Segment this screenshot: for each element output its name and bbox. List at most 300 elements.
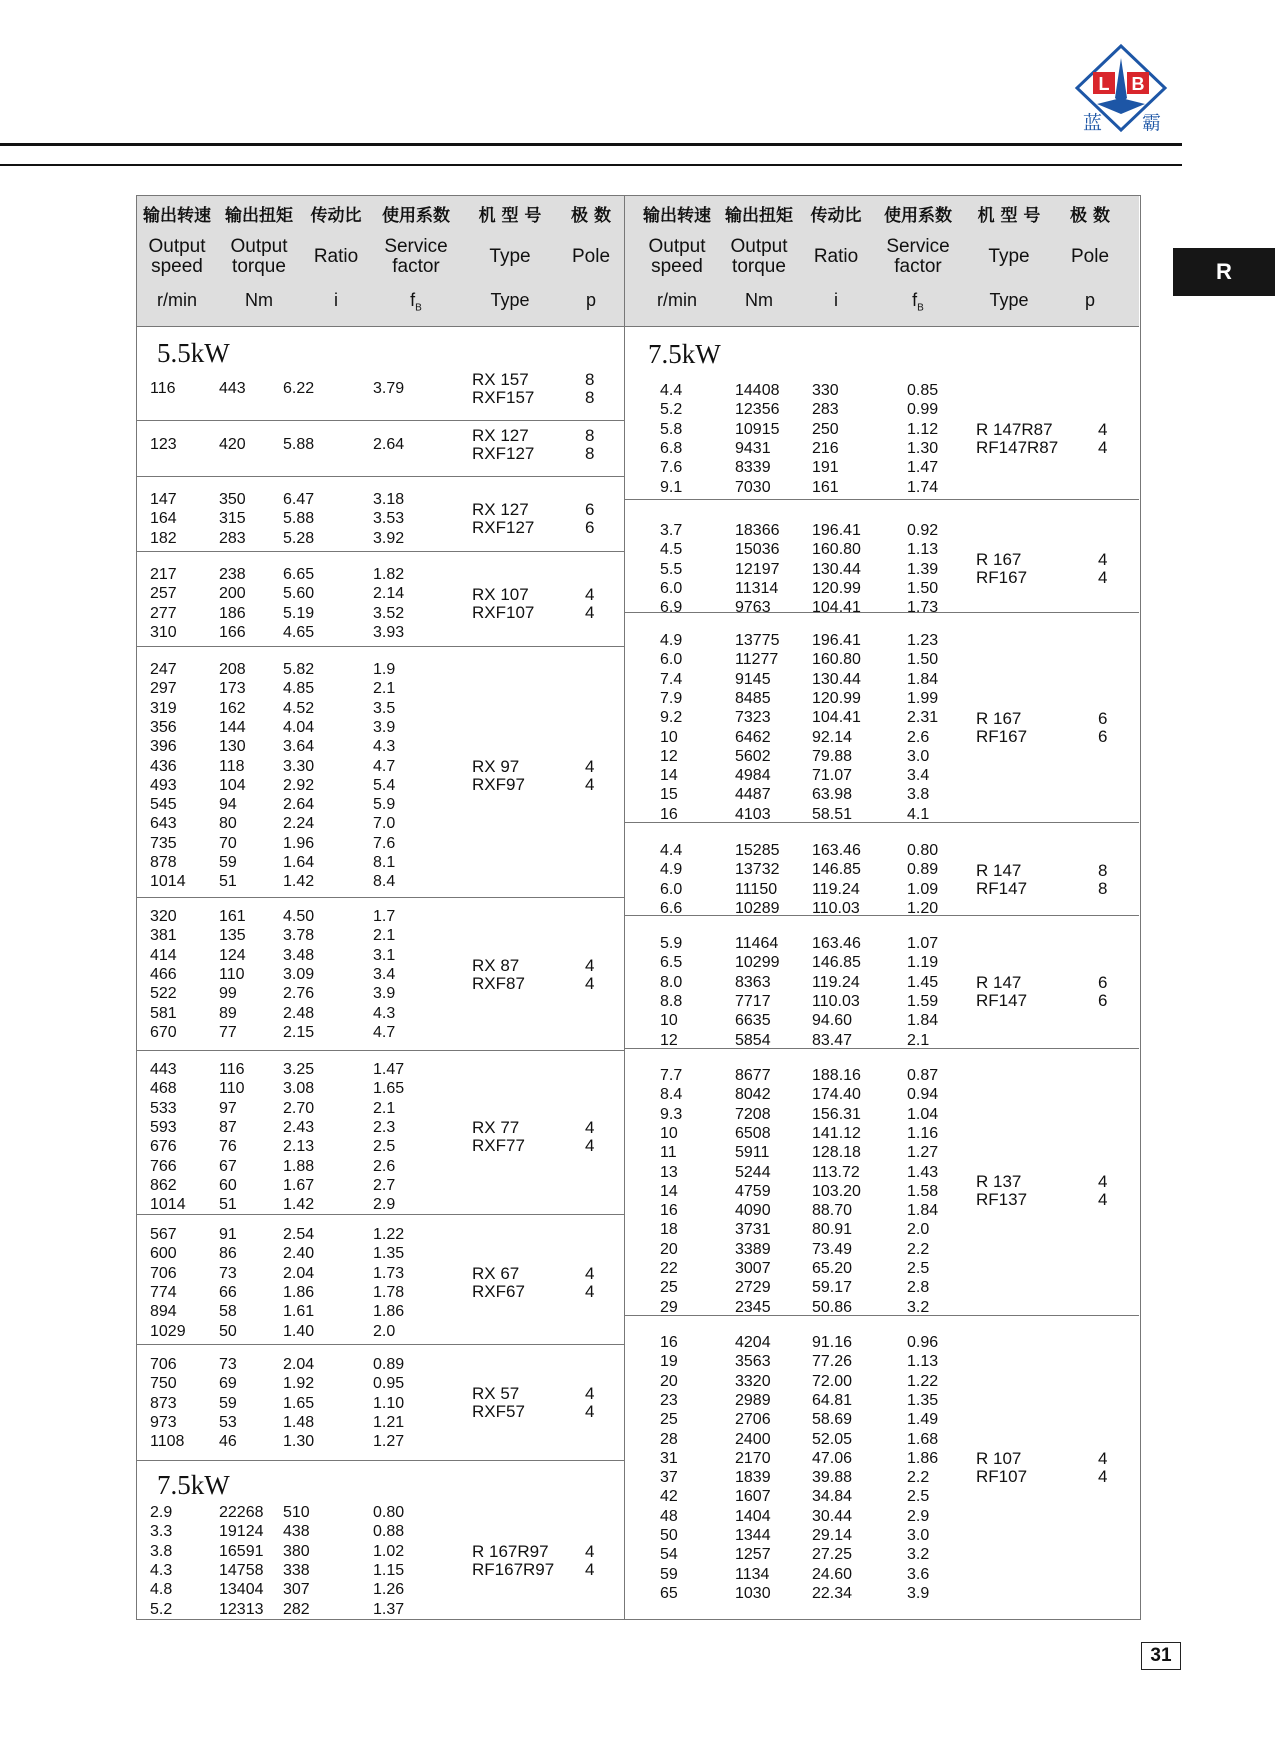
cell-ratio: 6.65	[283, 566, 315, 583]
cell-service-factor: 1.47	[907, 459, 939, 477]
cell-torque: 3389	[735, 1240, 771, 1258]
header-en-type-r	[988, 247, 1029, 267]
cell-speed: 9.3	[660, 1105, 683, 1123]
cell-torque: 22268	[219, 1504, 264, 1521]
group-separator	[137, 1344, 624, 1345]
cell-pole: 4	[1098, 437, 1108, 457]
cell-speed: 878	[150, 854, 177, 871]
logo-letter-b: B	[1131, 74, 1145, 94]
cell-speed: 774	[150, 1283, 177, 1301]
cell-speed: 11	[660, 1144, 677, 1162]
cell-service-factor: 1.13	[907, 1353, 939, 1371]
cell-speed: 1014	[150, 873, 186, 891]
cell-torque: 135	[219, 927, 246, 945]
cell-ratio: 34.84	[812, 1488, 853, 1506]
cell-service-factor: 2.2	[907, 1469, 930, 1487]
cell-ratio: 4.50	[283, 908, 315, 925]
cell-speed: 7.6	[660, 459, 683, 477]
cell-torque: 5854	[735, 1031, 771, 1049]
cell-pole: 4	[585, 973, 595, 993]
cell-speed: 600	[150, 1245, 177, 1263]
cell-torque: 13732	[735, 861, 780, 879]
cell-service-factor: 2.8	[907, 1279, 930, 1297]
cell-service-factor: 2.2	[907, 1240, 930, 1258]
cell-service-factor: 1.65	[373, 1080, 405, 1098]
cell-torque: 2729	[735, 1279, 771, 1297]
cell-service-factor: 0.94	[907, 1086, 939, 1104]
cell-ratio: 4.52	[283, 699, 315, 717]
cell-service-factor: 1.84	[907, 1202, 939, 1220]
cell-speed: 25	[660, 1279, 678, 1297]
header-cn-pole-l: 极 数	[571, 206, 611, 226]
cell-speed: 468	[150, 1080, 177, 1098]
cell-ratio: 156.31	[812, 1105, 861, 1123]
header-cn-ratio-l: 传动比	[310, 206, 362, 226]
cell-torque: 2400	[735, 1430, 771, 1448]
cell-speed: 466	[150, 965, 177, 983]
cell-ratio: 71.07	[812, 767, 853, 785]
cell-torque: 67	[219, 1157, 237, 1175]
cell-ratio: 73.49	[812, 1240, 853, 1258]
cell-service-factor: 2.5	[907, 1488, 930, 1506]
cell-ratio: 3.64	[283, 738, 315, 756]
cell-service-factor: 7.0	[373, 815, 396, 833]
header-unit-type-r	[989, 290, 1028, 310]
cell-torque: 1839	[735, 1469, 771, 1487]
cell-speed: 164	[150, 510, 177, 528]
cell-ratio: 120.99	[812, 689, 861, 707]
cell-type: RF147R87	[976, 437, 1059, 457]
cell-ratio: 94.60	[812, 1012, 853, 1030]
cell-torque: 6508	[735, 1124, 771, 1142]
cell-service-factor: 1.30	[907, 439, 939, 457]
table-row	[0, 1487, 930, 1506]
cell-service-factor: 2.9	[373, 1196, 396, 1214]
cell-service-factor: 1.50	[907, 651, 939, 669]
cell-ratio: 163.46	[812, 935, 861, 952]
cell-service-factor: 1.16	[907, 1124, 939, 1142]
header-en-line1: Ratio	[313, 246, 359, 267]
cell-speed: 29	[660, 1298, 678, 1316]
cell-service-factor: 1.58	[907, 1182, 939, 1200]
cell-speed: 676	[150, 1138, 177, 1156]
cell-torque: 124	[219, 946, 246, 964]
cell-speed: 7.4	[660, 670, 683, 688]
cell-service-factor: 5.9	[373, 796, 396, 814]
cell-service-factor: 2.6	[373, 1157, 396, 1175]
cell-service-factor: 0.80	[907, 842, 939, 859]
cell-ratio: 72.00	[812, 1372, 853, 1390]
cell-torque: 89	[219, 1004, 237, 1022]
cell-service-factor: 2.64	[373, 436, 405, 453]
cell-pole: 4	[1098, 1172, 1108, 1192]
cell-speed: 4.4	[660, 842, 683, 859]
cell-torque: 76	[219, 1138, 237, 1156]
cell-ratio: 22.34	[812, 1584, 853, 1602]
cell-speed: 5.5	[660, 560, 683, 578]
cell-service-factor: 0.89	[907, 861, 939, 879]
cell-pole: 4	[585, 1281, 595, 1301]
cell-service-factor: 0.92	[907, 522, 939, 539]
cell-speed: 567	[150, 1226, 177, 1243]
group-separator	[625, 1048, 1139, 1049]
cell-service-factor: 3.93	[373, 623, 405, 641]
cell-ratio: 103.20	[812, 1182, 861, 1200]
cell-torque: 7323	[735, 709, 771, 727]
cell-ratio: 50.86	[812, 1298, 853, 1316]
cell-type: RF147	[976, 990, 1028, 1010]
cell-torque: 94	[219, 796, 237, 814]
cell-speed: 9.2	[660, 709, 683, 727]
cell-ratio: 110.03	[812, 899, 860, 917]
cell-speed: 436	[150, 757, 177, 775]
cell-speed: 12	[660, 747, 678, 765]
cell-ratio: 163.46	[812, 842, 861, 859]
cell-service-factor: 3.52	[373, 604, 405, 622]
cell-ratio: 1.92	[283, 1375, 315, 1393]
cell-speed: 48	[660, 1507, 678, 1525]
section-tab-r: R	[1173, 248, 1275, 296]
cell-speed: 545	[150, 796, 177, 814]
cell-speed: 766	[150, 1157, 177, 1175]
cell-ratio: 79.88	[812, 747, 853, 765]
cell-ratio: 2.15	[283, 1023, 315, 1041]
cell-speed: 16	[660, 1202, 678, 1220]
cell-pole: 6	[1098, 708, 1108, 728]
cell-service-factor: 3.9	[373, 985, 396, 1003]
cell-torque: 4090	[735, 1202, 771, 1220]
cell-torque: 7717	[735, 992, 771, 1010]
cell-service-factor: 3.0	[907, 1527, 930, 1544]
cell-pole: 8	[585, 387, 595, 407]
cell-service-factor: 4.7	[373, 1023, 396, 1041]
header-en-line1: Pole	[1070, 246, 1110, 267]
cell-torque: 13775	[735, 632, 780, 649]
header-en-service-factor-r	[886, 237, 949, 277]
cell-service-factor: 3.0	[907, 747, 930, 765]
header-unit-type-l	[490, 290, 529, 310]
header-unit-subscript: B	[415, 302, 422, 314]
cell-pole: 8	[1098, 860, 1108, 880]
cell-type: R 167R97	[472, 1541, 549, 1561]
cell-pole: 4	[585, 774, 595, 794]
cell-torque: 11464	[735, 935, 779, 952]
header-unit-service-factor-l	[410, 290, 422, 319]
cell-torque: 99	[219, 985, 237, 1003]
cell-ratio: 130.44	[812, 670, 861, 688]
cell-pole: 6	[1098, 726, 1108, 746]
cell-service-factor: 1.27	[907, 1144, 939, 1162]
cell-ratio: 4.85	[283, 680, 315, 698]
cell-service-factor: 1.68	[907, 1430, 939, 1448]
group-separator	[137, 646, 624, 647]
cell-speed: 735	[150, 834, 177, 852]
cell-torque: 161	[219, 908, 246, 925]
cell-speed: 5.8	[660, 420, 683, 438]
group-separator	[137, 551, 624, 552]
cell-service-factor: 1.73	[907, 599, 939, 617]
header-unit-output-torque-l	[245, 290, 273, 310]
cell-torque: 9431	[735, 439, 771, 457]
cell-speed: 6.5	[660, 954, 683, 972]
header-en-line2: torque	[732, 256, 786, 277]
cell-service-factor: 1.86	[907, 1449, 939, 1467]
cell-type: RXF97	[472, 774, 525, 794]
cell-speed: 54	[660, 1546, 678, 1564]
cell-speed: 8.0	[660, 973, 683, 991]
cell-service-factor: 1.26	[373, 1581, 405, 1599]
cell-type: RX 57	[472, 1384, 520, 1404]
cell-pole: 6	[1098, 990, 1108, 1010]
header-cn-ratio-r: 传动比	[810, 206, 862, 226]
cell-service-factor: 2.3	[373, 1118, 396, 1136]
cell-speed: 7.7	[660, 1067, 683, 1084]
cell-speed: 6.0	[660, 880, 683, 898]
cell-service-factor: 0.99	[907, 401, 939, 419]
cell-type: RXF87	[472, 973, 525, 993]
cell-ratio: 52.05	[812, 1430, 853, 1448]
cell-pole: 4	[585, 602, 595, 622]
cell-speed: 217	[150, 566, 177, 583]
header-unit-text: Nm	[245, 290, 273, 310]
cell-service-factor: 3.2	[907, 1546, 930, 1564]
cell-service-factor: 3.4	[907, 767, 930, 785]
cell-torque: 87	[219, 1118, 237, 1136]
cell-speed: 50	[660, 1527, 678, 1544]
cell-torque: 69	[219, 1375, 237, 1393]
cell-torque: 3007	[735, 1260, 771, 1277]
cell-type: RX 77	[472, 1118, 520, 1138]
cell-service-factor: 3.1	[373, 946, 396, 964]
cell-speed: 23	[660, 1391, 678, 1409]
cell-torque: 11150	[735, 880, 778, 898]
header-unit-text: p	[1084, 290, 1096, 310]
cell-speed: 4.9	[660, 861, 683, 879]
cell-ratio: 128.18	[812, 1144, 861, 1162]
cell-torque: 12197	[735, 560, 780, 578]
cell-ratio: 24.60	[812, 1565, 853, 1583]
cell-speed: 182	[150, 529, 177, 547]
cell-speed: 643	[150, 815, 177, 833]
cell-pole: 4	[1098, 550, 1108, 570]
cell-ratio: 141.12	[812, 1124, 861, 1142]
header-en-line1: Output	[230, 236, 288, 257]
group-separator	[625, 822, 1139, 823]
cell-ratio: 59.17	[812, 1279, 853, 1297]
cell-ratio: 5.82	[283, 661, 315, 678]
cell-speed: 4.5	[660, 541, 683, 559]
cell-type: RF137	[976, 1190, 1028, 1210]
cell-pole: 4	[1098, 1190, 1108, 1210]
cell-torque: 14408	[735, 382, 780, 399]
cell-speed: 13	[660, 1163, 678, 1181]
cell-pole: 4	[585, 756, 595, 776]
cell-speed: 750	[150, 1375, 177, 1393]
cell-speed: 16	[660, 1334, 678, 1351]
header-unit-ratio-r	[834, 290, 838, 310]
cell-torque: 315	[219, 510, 246, 528]
header-en-line1: Service	[886, 236, 950, 257]
cell-ratio: 58.51	[812, 805, 853, 823]
cell-speed: 5.2	[150, 1600, 173, 1618]
cell-ratio: 29.14	[812, 1527, 853, 1544]
cell-ratio: 2.40	[283, 1245, 315, 1263]
cell-speed: 1029	[150, 1322, 186, 1340]
cell-speed: 10	[660, 728, 678, 746]
cell-speed: 706	[150, 1264, 177, 1282]
cell-ratio: 88.70	[812, 1202, 853, 1220]
logo-cn-lan: 蓝	[1083, 112, 1103, 134]
header-unit-text: p	[585, 290, 597, 310]
cell-ratio: 1.96	[283, 834, 315, 852]
header-unit-subscript: B	[917, 302, 924, 314]
group-separator	[137, 1050, 624, 1051]
cell-torque: 3731	[735, 1221, 771, 1239]
table-row	[0, 458, 939, 477]
cell-speed: 6.9	[660, 599, 683, 617]
cell-ratio: 6.22	[283, 380, 315, 397]
cell-service-factor: 2.0	[373, 1322, 396, 1340]
cell-ratio: 3.30	[283, 757, 315, 775]
cell-torque: 7030	[735, 478, 771, 496]
cell-torque: 144	[219, 718, 246, 736]
cell-service-factor: 1.13	[907, 541, 939, 559]
cell-speed: 8.8	[660, 992, 683, 1010]
cell-service-factor: 0.88	[373, 1523, 405, 1541]
cell-pole: 4	[585, 1559, 595, 1579]
cell-speed: 2.9	[150, 1504, 173, 1521]
header-en-line1: Type	[489, 246, 531, 267]
cell-service-factor: 1.9	[373, 661, 396, 678]
cell-service-factor: 1.21	[373, 1413, 405, 1431]
cell-ratio: 27.25	[812, 1546, 853, 1564]
cell-type: RX 97	[472, 756, 520, 776]
group-separator	[137, 897, 624, 898]
group-separator	[625, 1315, 1139, 1316]
cell-pole: 4	[1098, 1449, 1108, 1469]
cell-torque: 5602	[735, 747, 771, 765]
table-row	[0, 1333, 939, 1352]
cell-service-factor: 1.22	[907, 1372, 939, 1390]
header-en-pole-l	[572, 247, 610, 267]
cell-service-factor: 1.35	[373, 1245, 405, 1263]
cell-ratio: 2.92	[283, 776, 315, 794]
cell-speed: 37	[660, 1469, 678, 1487]
cell-torque: 118	[219, 757, 245, 775]
cell-service-factor: 3.9	[373, 718, 396, 736]
cell-service-factor: 0.87	[907, 1067, 939, 1084]
cell-speed: 3.3	[150, 1523, 173, 1541]
cell-service-factor: 1.47	[373, 1061, 405, 1078]
cell-type: RXF127	[472, 517, 535, 537]
power-label-7-5kw-left: 7.5kW	[157, 1470, 230, 1500]
cell-speed: 8.4	[660, 1086, 683, 1104]
cell-ratio: 2.48	[283, 1004, 315, 1022]
header-unit-text: Type	[490, 290, 530, 310]
cell-speed: 9.1	[660, 478, 683, 496]
group-separator	[137, 1214, 624, 1215]
cell-service-factor: 1.99	[907, 689, 939, 707]
cell-speed: 247	[150, 661, 177, 678]
cell-ratio: 2.70	[283, 1099, 315, 1117]
cell-torque: 97	[219, 1099, 237, 1117]
cell-service-factor: 1.84	[907, 1012, 939, 1030]
cell-speed: 320	[150, 908, 177, 925]
cell-ratio: 1.30	[283, 1433, 315, 1451]
cell-service-factor: 3.92	[373, 529, 405, 547]
cell-torque: 51	[219, 873, 237, 891]
cell-torque: 8677	[735, 1067, 771, 1084]
cell-type: RF167	[976, 726, 1028, 746]
cell-torque: 2170	[735, 1449, 771, 1467]
cell-ratio: 2.76	[283, 985, 315, 1003]
power-label-7-5kw-right: 7.5kW	[648, 339, 721, 369]
header-rule	[0, 143, 1182, 146]
table-row	[0, 540, 939, 559]
cell-ratio: 188.16	[812, 1067, 861, 1084]
cell-torque: 110	[219, 1080, 245, 1098]
cell-service-factor: 1.27	[373, 1433, 405, 1451]
cell-speed: 16	[660, 805, 678, 823]
cell-service-factor: 8.1	[373, 854, 396, 871]
cell-pole: 4	[585, 1263, 595, 1283]
cell-service-factor: 7.6	[373, 834, 396, 852]
cell-ratio: 196.41	[812, 632, 861, 649]
cell-service-factor: 2.5	[373, 1138, 396, 1156]
cell-speed: 59	[660, 1565, 678, 1583]
cell-ratio: 191	[812, 459, 839, 477]
cell-torque: 59	[219, 1394, 237, 1412]
cell-type: R 167	[976, 708, 1022, 728]
cell-ratio: 110.03	[812, 992, 860, 1010]
header-en-output-speed-r	[648, 237, 705, 277]
header-unit-text: i	[334, 290, 338, 310]
cell-speed: 14	[660, 1182, 678, 1200]
cell-pole: 4	[585, 1541, 595, 1561]
cell-service-factor: 2.31	[907, 709, 939, 727]
cell-torque: 10299	[735, 954, 780, 972]
cell-speed: 257	[150, 585, 177, 603]
cell-ratio: 146.85	[812, 954, 861, 972]
cell-torque: 4759	[735, 1182, 771, 1200]
cell-ratio: 77.26	[812, 1353, 853, 1371]
group-separator	[625, 915, 1139, 916]
cell-torque: 4984	[735, 767, 771, 785]
cell-ratio: 2.64	[283, 796, 315, 814]
cell-service-factor: 1.74	[907, 478, 939, 496]
header-en-line1: Output	[648, 236, 706, 257]
cell-torque: 420	[219, 436, 246, 453]
cell-ratio: 146.85	[812, 861, 861, 879]
table-row	[0, 478, 939, 497]
cell-type: RX 107	[472, 584, 529, 604]
cell-type: R 147R87	[976, 419, 1053, 439]
cell-ratio: 282	[283, 1600, 310, 1618]
column-divider	[624, 195, 625, 1619]
header-en-output-torque-l	[230, 237, 287, 277]
cell-pole: 6	[585, 517, 595, 537]
cell-torque: 7208	[735, 1105, 771, 1123]
cell-ratio: 1.42	[283, 1196, 315, 1214]
cell-service-factor: 2.1	[373, 680, 396, 698]
cell-torque: 1030	[735, 1584, 771, 1602]
cell-torque: 51	[219, 1196, 237, 1214]
cell-pole: 8	[585, 369, 595, 389]
power-label-5-5kw: 5.5kW	[157, 338, 230, 368]
cell-speed: 414	[150, 946, 177, 964]
cell-service-factor: 2.14	[373, 585, 405, 603]
cell-torque: 1404	[735, 1507, 771, 1525]
